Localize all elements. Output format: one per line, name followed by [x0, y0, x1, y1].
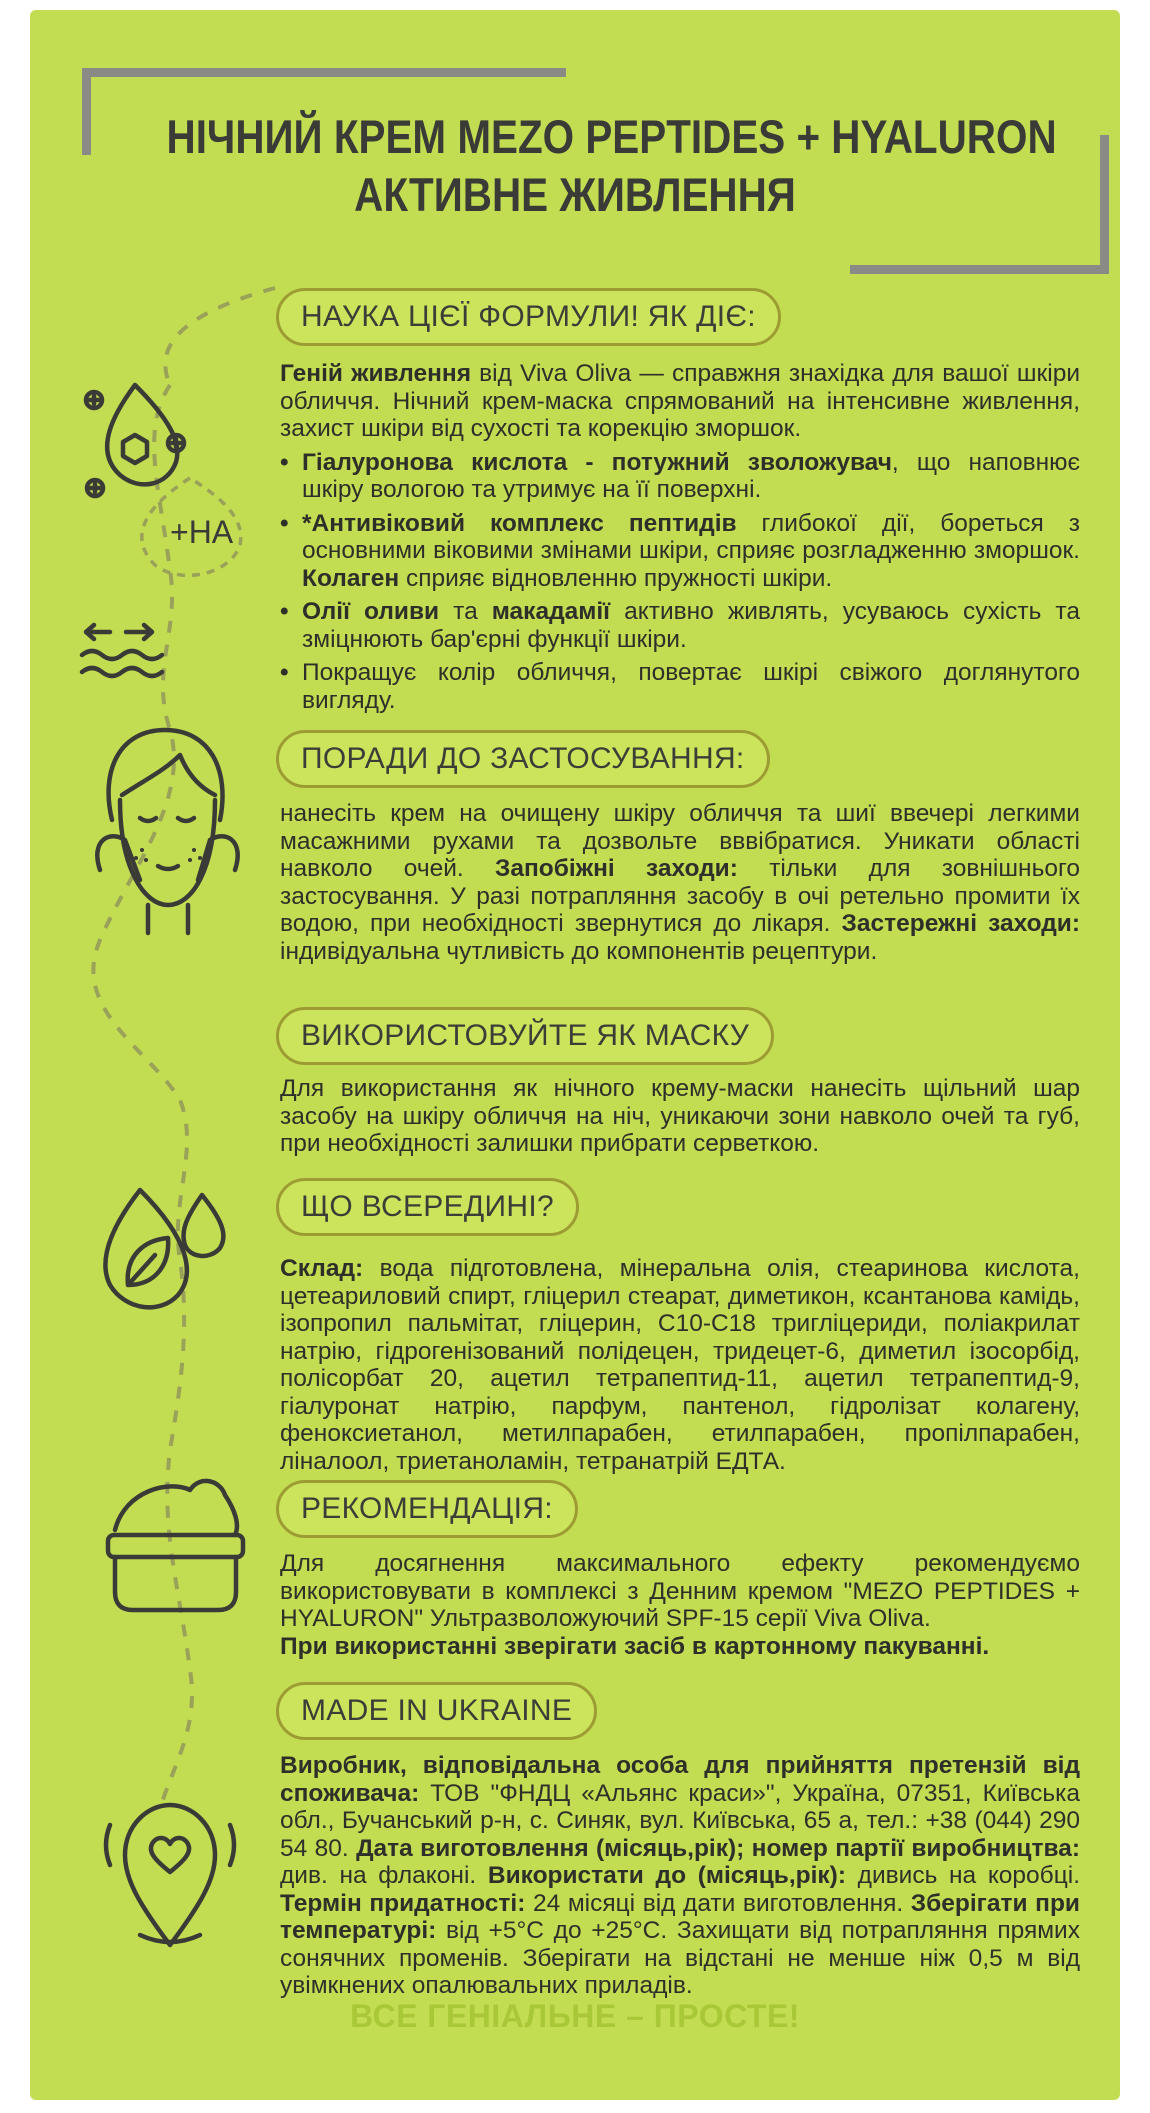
- heart-location-icon: [106, 1805, 234, 1945]
- bullet3-bold: Олії оливи: [302, 598, 440, 625]
- usage-t3: тільки для зовнішнього застосування. У разі потрапляння засобу в очі ретельно промити їх водою, при необхідності звернутися до лікаря.: [280, 855, 1080, 937]
- hyaluronic-acid-icon: [142, 478, 241, 575]
- usage-t5: індивідуальна чутливість до компонентів рецептури.: [280, 937, 878, 965]
- shelf-life-info: 24 місяці від дати виготовлення.: [525, 1889, 911, 1917]
- usage-warnings-label: Застережні заходи:: [841, 910, 1081, 937]
- use-by-label: Використати до (місяць,рік):: [487, 1862, 846, 1889]
- bullet2-text: глибокої дії, бореться з основними віковими змінами шкіри, сприяє розгладженню зморшок.: [302, 509, 1080, 564]
- slogan: ВСЕ ГЕНІАЛЬНЕ – ПРОСТЕ!: [350, 1998, 800, 2034]
- bullet3-text: активно живлять, усуваюсь сухість та зміцнюють бар'єрні функції шкіри.: [302, 598, 1080, 653]
- leaf-drop-icon: [105, 1190, 223, 1307]
- usage-precautions-label: Запобіжні заходи:: [495, 855, 738, 882]
- bullet4-text: Покращує колір обличчя, повертає шкірі свіжого доглянутого вигляду.: [302, 659, 1080, 714]
- science-heading: НАУКА ЦІЄЇ ФОРМУЛИ! ЯК ДІЄ:: [276, 288, 781, 346]
- bullet2-bold: *Антивіковий комплекс пептидів: [302, 509, 737, 537]
- shelf-life-label: Термін придатності:: [280, 1889, 526, 1917]
- bullet2-bold2: Колаген: [302, 564, 400, 592]
- bullet3-bold2: макадамії: [491, 598, 611, 625]
- bullet1-text: , що наповнює шкіру вологою та утримує на її поверхні.: [302, 448, 1080, 503]
- intro-text: від Viva Oliva — справжня знахідка для вашої шкіри обличчя. Нічний крем-маска спрямований на інтенсивне живлення, захист шкіри від сухості та корекцію зморшок.: [280, 360, 1081, 442]
- production-date-info: див. на флаконі.: [280, 1862, 488, 1889]
- ha-label: +HA: [170, 514, 234, 550]
- manufacturer-text: [280, 1752, 1080, 2000]
- storage-temp-label: Зберігати при температурі:: [280, 1889, 1080, 1944]
- title-line-1: НІЧНИЙ КРЕМ MEZO PEPTIDES + HYALURON: [166, 110, 1057, 163]
- usage-text: [280, 800, 1080, 965]
- cream-jar-icon: [108, 1481, 243, 1610]
- storage-note: При використанні зверігати засіб в картонному пакуванні.: [280, 1632, 990, 1660]
- mask-text: [280, 1075, 1080, 1158]
- storage-temp-info: від +5°С до +25°С. Захищати від потрапляння прямих сонячних променів. Зберігати на відстані не менше ніж 0,5 м від увімкнених опалювальних приладів.: [280, 1917, 1080, 1999]
- title-line-2: АКТИВНЕ ЖИВЛЕННЯ: [354, 168, 796, 221]
- usage-heading: ПОРАДИ ДО ЗАСТОСУВАННЯ:: [276, 730, 770, 788]
- water-barrier-icon: [82, 625, 162, 676]
- production-date-label: Дата виготовлення (місяць,рік); номер партії виробництва:: [356, 1834, 1080, 1862]
- bullet1-bold: Гіалуронова кислота - потужний зволожувач: [302, 448, 892, 476]
- bullet3-mid: та: [439, 598, 492, 625]
- manufacturer-info: ТОВ "ФНДЦ «Альянс краси»", Україна, 07351, Київська обл., Бучанський р-н, с. Синяк, вул. Київська, 65 а, тел.: +38 (044) 290 54 80.: [280, 1779, 1080, 1862]
- mask-heading: ВИКОРИСТОВУЙТЕ ЯК МАСКУ: [276, 1007, 774, 1065]
- recommendation-paragraph: Для досягнення максимального ефекту рекомендуємо використовувати в комплексі з Денним кремом "MEZO PEPTIDES + HYALURON" Ультразволожуючий SPF-15 серії Viva Oliva.: [280, 1550, 1080, 1632]
- science-text: [280, 360, 1080, 714]
- inside-heading: ЩО ВСЕРЕДИНІ?: [276, 1178, 579, 1236]
- use-by-info: дивись на коробці.: [846, 1862, 1081, 1889]
- recommendation-heading: РЕКОМЕНДАЦІЯ:: [276, 1480, 578, 1538]
- made-in-heading: MADE IN UKRAINE: [276, 1682, 597, 1740]
- manufacturer-label: Виробник, відповідальна особа для прийняття претензій від споживача:: [280, 1752, 1080, 1807]
- package-panel: [30, 10, 1120, 2100]
- mask-paragraph: Для використання як нічного крему-маски нанесіть щільний шар засобу на шкіру обличчя на ніч, уникаючи зони навколо очей та губ, при необхідності залишки прибрати серветкою.: [280, 1075, 1080, 1157]
- drop-molecule-icon: [86, 385, 184, 496]
- ingredients-text: [280, 1255, 1080, 1475]
- ingredients-label: Склад:: [280, 1255, 364, 1282]
- ingredients-list: вода підготовлена, мінеральна олія, стеаринова кислота, цетеариловий спирт, гліцерил стеарат, диметикон, ксантанова камідь, ізопропил пальмітат, гліцерин, C10-C18 тригліцериди, поліакрилат натрію, гідрогенізований полідецен, тридецет-6, диметил ізосорбід, полісорбат 20, ацетил тетрапептид-11, ацетил тетрапептид-9, гіалуронат натрію, парфум, пантенол, гідролізат колагену, феноксиетанол, метилпарабен, етилпарабен, пропілпарабен, ліналоол, триетаноламін, тетранатрій ЕДТА.: [280, 1255, 1080, 1475]
- recommendation-text: [280, 1550, 1080, 1660]
- intro-bold: Геній живлення: [280, 360, 472, 387]
- bullet2-rest: сприяє відновленню пружності шкіри.: [399, 564, 833, 592]
- usage-t1: нанесіть крем на очищену шкіру обличчя та шиї ввечері легкими масажними рухами та дозвольте вввібратися. Уникати області навколо очей.: [280, 800, 1080, 882]
